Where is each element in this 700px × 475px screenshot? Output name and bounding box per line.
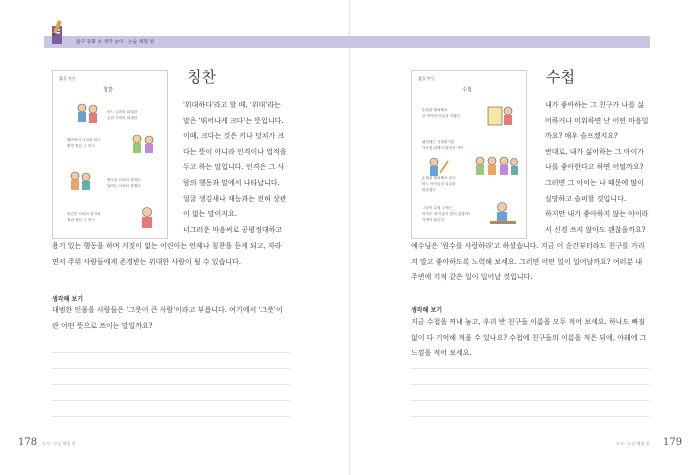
- right-paragraph-1: 내가 좋아하는 그 친구가 나를 싫 어하거나 미워하면 난 어떤 마음일 까요? 매우 슬프겠지요? 반대로, 내가 싫어하는 그 아이가 나를 좋아한다고 하면 어떨까요? 그러면 그 아이는 나 때문에 많이 실망하고 슬퍼할 것입니다. 하지만 내가 좋아하지 않는 아이라 서 신경 쓰지 않아도 괜찮을까요?: [545, 101, 649, 234]
- writing-line: [52, 368, 290, 369]
- card-note: 수첩을 펼쳐해서 한 아이의 이름을 지웠다: [422, 108, 461, 118]
- card-title: 수첩: [462, 87, 472, 93]
- writing-line: [52, 416, 290, 417]
- card-label: 짧을 맛난: [59, 76, 76, 81]
- writing-line: [411, 368, 649, 369]
- story-card-left: [52, 70, 168, 239]
- card-note: 펜건에는 사정볼거된 가르친 위에서 떨어진 아이: [422, 140, 464, 150]
- card-note: 할꼬옹 나라의 정미소 날씨는 나라의 정체나: [107, 178, 141, 188]
- card-note: 어느 나라의 위대한 농민 시대의 위대한: [107, 110, 138, 120]
- left-paragraph-1: '위대하다'라고 할 때, '위대'라는 말은 '뛰어나게 크다'는 뜻입니다. 이때, 크다는 것은 키나 덩치가 크 다는 뜻이 아니라 인격이나 업적을 두고 하는 말입니다. 인격은 그 사 람의 행동과 말에서 나타납니다. 얼굴 생김새나 재능과는 전혀 상관 이 없는 말이지요. 너그러운 마음씨로 공평정대하고: [183, 101, 287, 234]
- card-note: 그들이 수첩 주에는 아이도 내 이름이 쓸어 있을까? 걱정이 됩니다: [422, 206, 471, 222]
- page-number-right: 179: [663, 437, 683, 448]
- header-title: 탐구 동화 ① 생각 놀이 · 논술 체험 편: [76, 40, 155, 45]
- card-note: 수첩을 펼쳐해서 알고 어느 아이들의 얼굴을 떠올렸다: [422, 176, 456, 192]
- right-page-title: 수첩: [546, 68, 575, 86]
- footer-right: 도서 · 논술 체험 편: [616, 441, 650, 446]
- writing-line: [411, 416, 649, 417]
- illustration-group: [472, 153, 520, 183]
- card-note: 할아버지 나라의 외국 할망 정신 그 머시: [67, 138, 101, 148]
- left-paragraph-2: 용기 있는 행동을 하며 거짓이 없는 어린이는 언제나 칭찬을 듣게 되고, 자라 면서 주위 사람들에게 존경받는 위대한 사람이 될 수 있습니다.: [52, 242, 282, 266]
- left-think-text: 대범한 인물을 사람들은 '그릇이 큰 사람'이라고 부릅니다. 여기에서 '그릇'이 란 어떤 뜻으로 쓰이는 말일까요?: [52, 306, 283, 330]
- right-think-label: 생각해 보기: [411, 307, 443, 314]
- footer-left: 도서 · 논술 체험 편: [42, 441, 76, 446]
- writing-line: [52, 384, 290, 385]
- writing-line: [411, 400, 649, 401]
- illustration-figures: [129, 133, 157, 157]
- illustration-child: [135, 205, 159, 231]
- page-number-left: 178: [18, 437, 38, 448]
- left-think-label: 생각해 보기: [52, 296, 84, 303]
- illustration-desk: [488, 199, 518, 229]
- right-paragraph-2: 예수님은 '원수를 사랑하라'고 하셨습니다. 지금 이 순간부터라도 친구를 가리 지 말고 좋아하도록 노력해 보세요. 그러면 어떤 일이 일어날까요? 여러분 내 주변에 기적 같은 일이 일어날 것입니다.: [411, 242, 645, 282]
- illustration-couple: [67, 169, 93, 195]
- pencil-book-icon: [49, 20, 65, 46]
- illustration-children: [73, 101, 101, 129]
- page-divider: [349, 0, 350, 475]
- card-note: 어김이 나라의 솔거의 정취 정신 그 머시: [67, 212, 101, 222]
- story-card-right: [411, 70, 527, 239]
- illustration-notebook: [484, 103, 514, 129]
- right-think-text: 지금 수첩을 꺼내 놓고, 우리 반 친구들 이름을 모두 적어 보세요. 하나도 빠짐 없이 다 기억해 적을 수 있나요? 수첩에 친구들의 이름을 적은 뒤에, 아래에 그 느낌을 적어 보세요.: [411, 318, 647, 358]
- writing-line: [411, 384, 649, 385]
- writing-line: [52, 352, 290, 353]
- writing-line: [52, 400, 290, 401]
- left-page-title: 칭찬: [187, 68, 216, 86]
- card-label: 짧을 맛난: [418, 76, 435, 81]
- card-title: 칭찬: [103, 87, 113, 93]
